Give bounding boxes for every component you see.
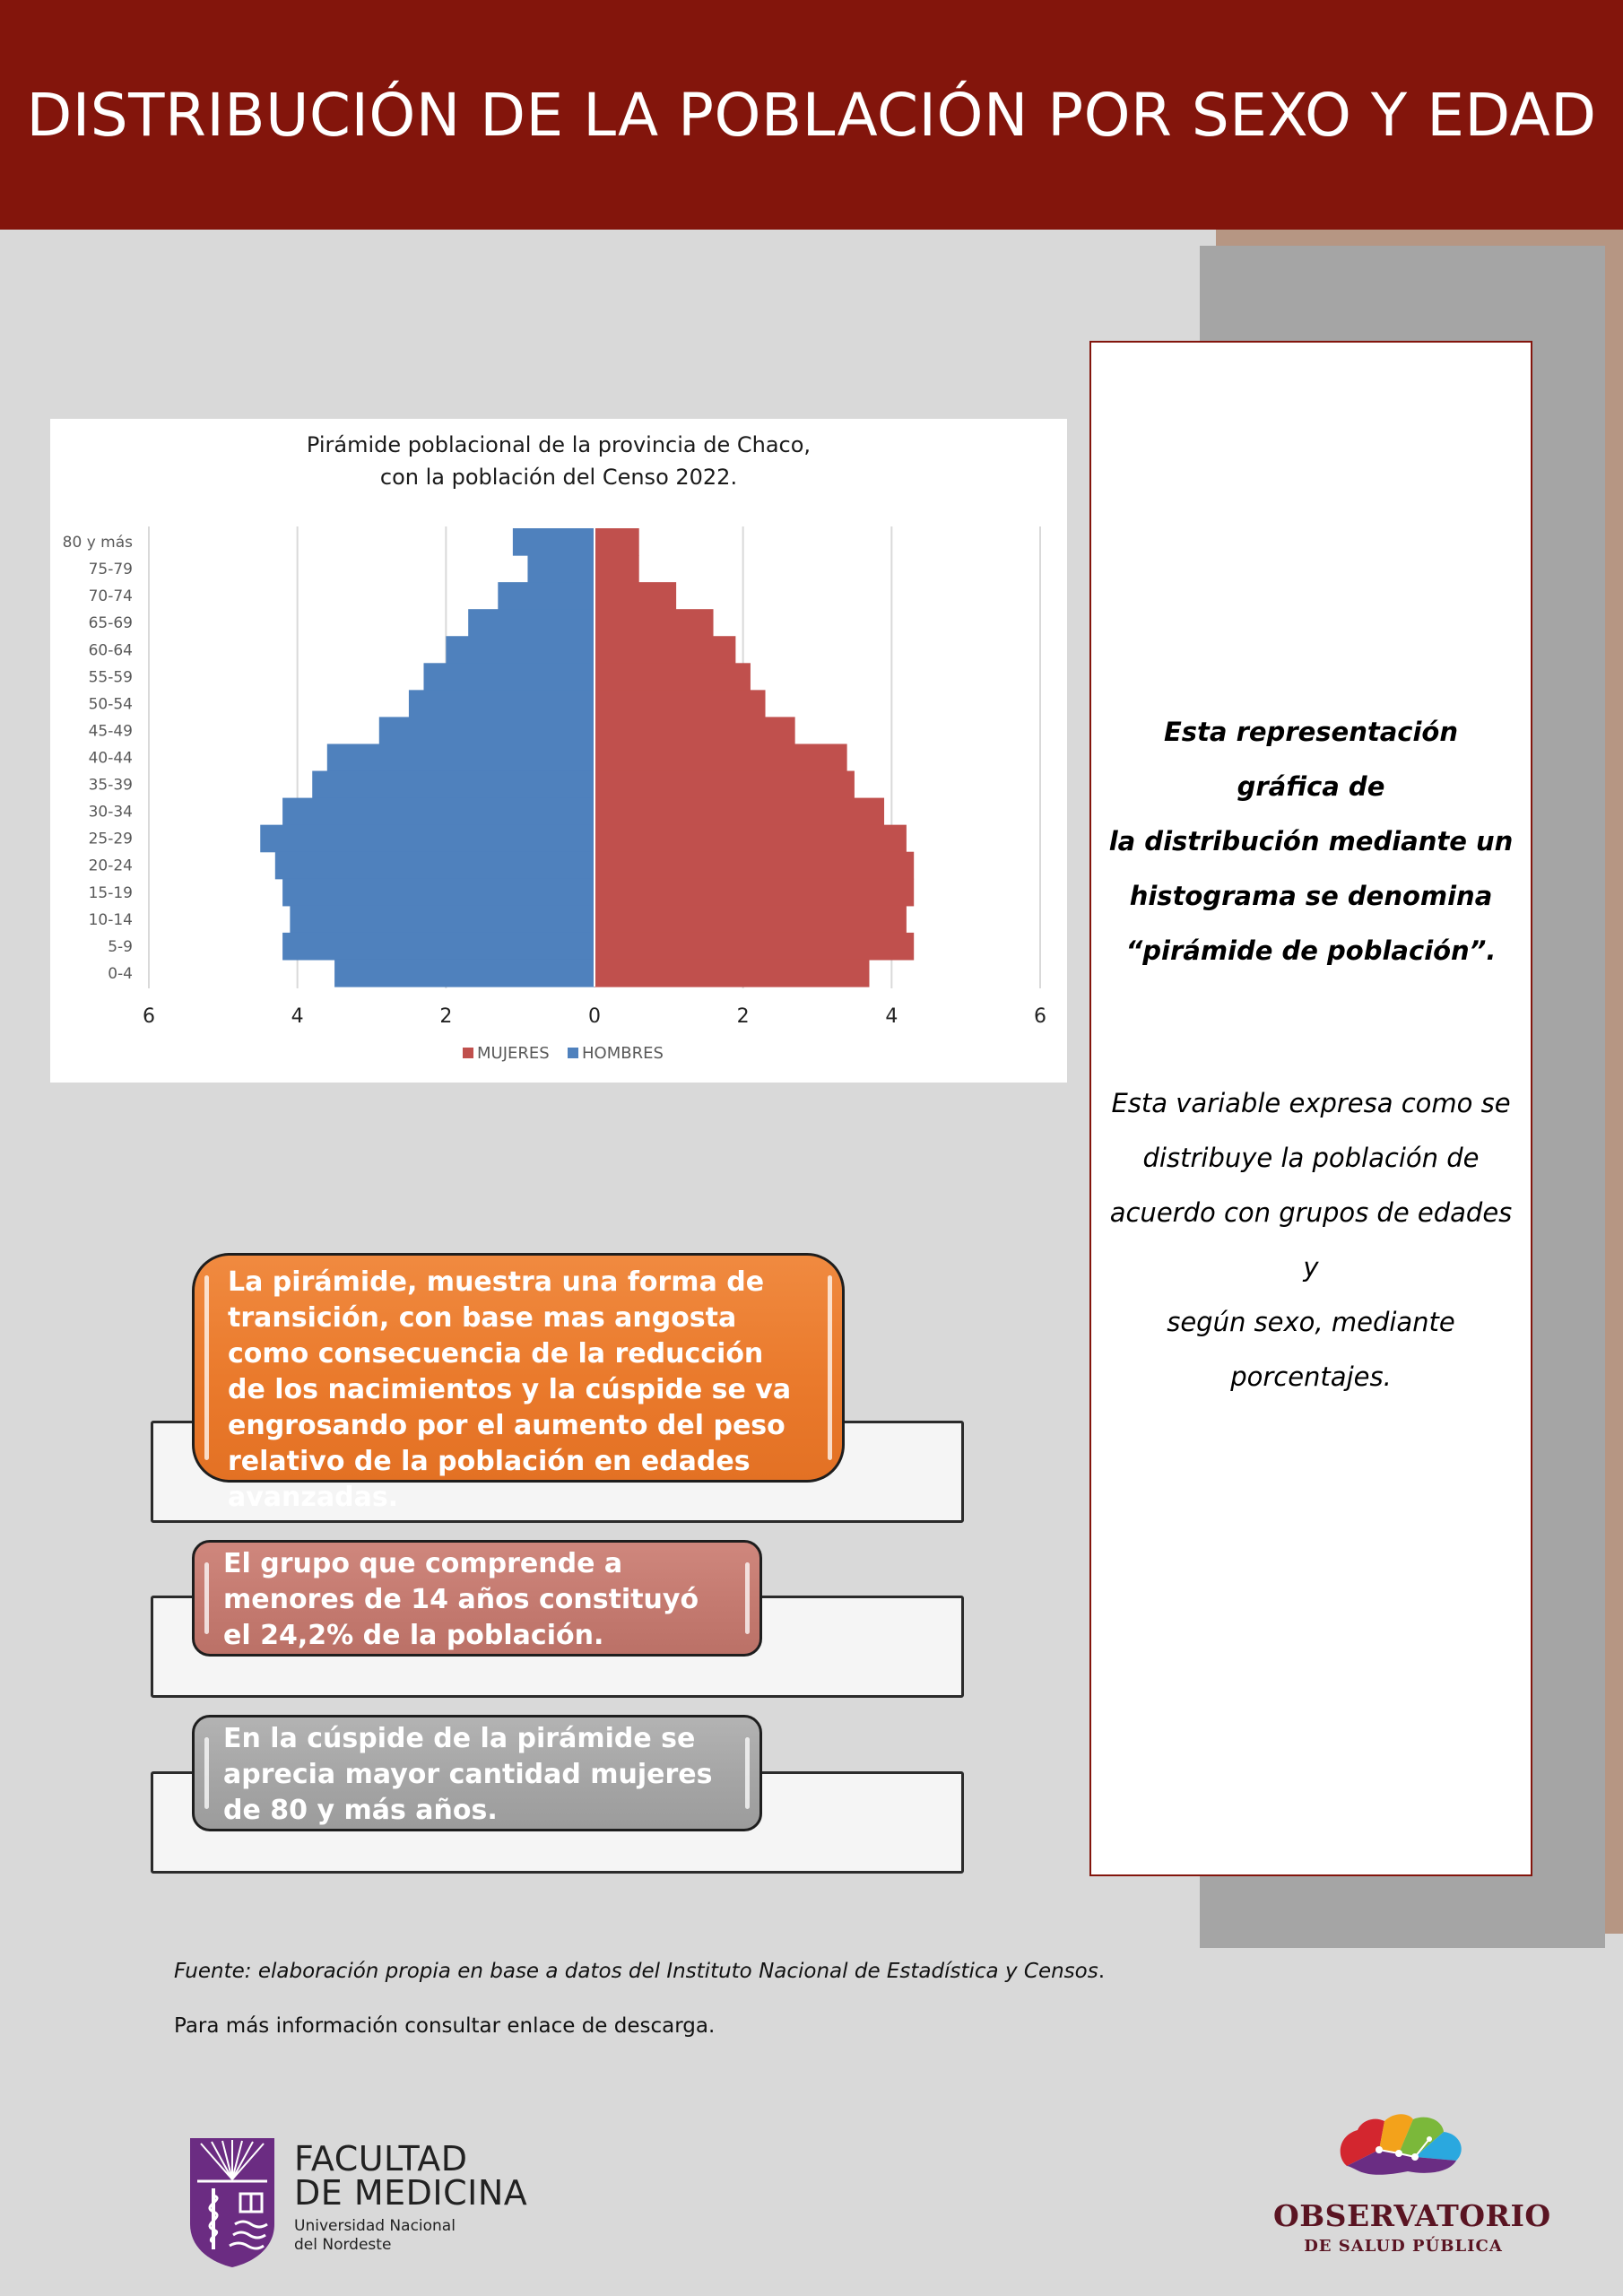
x-tick-label: 0	[588, 1005, 601, 1028]
facultad-medicina-logo	[188, 2135, 547, 2269]
mujeres-bar-4	[595, 636, 735, 664]
mujeres-bar-11	[595, 825, 907, 853]
age-group-label: 65-69	[88, 614, 133, 633]
side-definition-line: “pirámide de población”.	[1125, 935, 1497, 966]
hombres-bar-5	[423, 663, 595, 691]
hombres-bar-10	[282, 798, 595, 826]
population-pyramid-chart	[50, 419, 1067, 1083]
side-variable-line: según sexo, mediante	[1167, 1307, 1455, 1337]
age-group-label: 40-44	[88, 749, 133, 768]
mujeres-bar-9	[595, 771, 855, 799]
hombres-bar-8	[327, 744, 595, 771]
age-group-label: 15-19	[88, 883, 133, 902]
mujeres-bar-7	[595, 717, 795, 744]
facultad-subtitle-line: del Nordeste	[294, 2236, 392, 2254]
facultad-subtitle-line: Universidad Nacional	[294, 2217, 456, 2235]
age-group-label: 70-74	[88, 587, 133, 606]
pyramid-svg	[50, 419, 1067, 1083]
side-variable-line: distribuye la población de	[1142, 1143, 1480, 1173]
hombres-bar-3	[468, 609, 595, 637]
hombres-bar-0	[513, 528, 595, 556]
side-variable-line: Esta variable expresa como se	[1111, 1088, 1511, 1118]
x-tick-label: 6	[1034, 1005, 1046, 1028]
mujeres-bar-16	[595, 960, 869, 987]
info-box-text: El grupo que comprende a menores de 14 años constituyó el 24,2% de la población.	[223, 1548, 699, 1651]
hombres-bar-6	[409, 690, 595, 718]
side-variable-line: acuerdo con grupos de edades y	[1109, 1197, 1513, 1283]
observatorio-logo	[1273, 2103, 1551, 2274]
x-tick-label: 4	[291, 1005, 304, 1028]
hombres-bar-16	[334, 960, 595, 987]
hombres-bar-1	[527, 555, 595, 583]
info-box-top-80	[192, 1715, 762, 1831]
mujeres-bar-10	[595, 798, 884, 826]
age-group-label: 35-39	[88, 776, 133, 795]
page-title: DISTRIBUCIÓN DE LA POBLACIÓN POR SEXO Y EDAD	[26, 80, 1597, 150]
mujeres-bar-5	[595, 663, 751, 691]
facultad-title-line: DE MEDICINA	[294, 2173, 528, 2213]
side-definition-line: histograma se denomina	[1129, 881, 1493, 911]
mujeres-bar-8	[595, 744, 847, 771]
legend-label: HOMBRES	[582, 1044, 664, 1063]
age-group-label: 25-29	[88, 830, 133, 848]
side-definition-text	[1108, 705, 1514, 978]
age-group-label: 45-49	[88, 722, 133, 741]
observatorio-title: OBSERVATORIO	[1273, 2198, 1551, 2233]
age-group-label: 5-9	[108, 937, 133, 956]
info-box-transition	[192, 1253, 845, 1513]
hombres-bar-7	[379, 717, 595, 744]
header-banner	[0, 0, 1623, 230]
legend-swatch	[463, 1048, 473, 1058]
age-group-label: 50-54	[88, 695, 133, 714]
facultad-title-line: FACULTAD	[294, 2139, 468, 2179]
hombres-bar-12	[275, 852, 595, 880]
observatorio-subtitle: DE SALUD PÚBLICA	[1304, 2237, 1503, 2256]
info-box-text: En la cúspide de la pirámide se aprecia mayor cantidad mujeres de 80 y más años.	[223, 1723, 713, 1826]
mujeres-bar-6	[595, 690, 766, 718]
age-group-label: 60-64	[88, 641, 133, 660]
age-group-label: 20-24	[88, 857, 133, 875]
mujeres-bar-1	[595, 555, 639, 583]
facultad-shield-icon	[188, 2135, 278, 2269]
legend-swatch	[568, 1048, 578, 1058]
source-text: Fuente: elaboración propia en base a datos del Instituto Nacional de Estadística y Censos	[174, 1960, 1098, 1983]
hombres-bar-9	[312, 771, 595, 799]
mujeres-bar-12	[595, 852, 914, 880]
side-definition-line: Esta representación gráfica de	[1163, 717, 1458, 802]
hombres-bar-2	[498, 582, 595, 610]
legend-label: MUJERES	[477, 1044, 550, 1063]
hombres-bar-15	[282, 933, 595, 961]
age-group-label: 30-34	[88, 803, 133, 822]
side-definition-line: la distribución mediante un	[1108, 826, 1514, 857]
observatorio-brain-icon	[1273, 2103, 1533, 2193]
info-box-under-14	[192, 1540, 762, 1657]
mujeres-bar-2	[595, 582, 676, 610]
mujeres-bar-13	[595, 879, 914, 907]
mujeres-bar-0	[595, 528, 639, 556]
age-group-label: 80 y más	[62, 534, 133, 552]
hombres-bar-13	[282, 879, 595, 907]
age-group-label: 75-79	[88, 561, 133, 579]
x-tick-label: 4	[885, 1005, 898, 1028]
x-tick-label: 6	[143, 1005, 155, 1028]
hombres-bar-11	[260, 825, 595, 853]
x-tick-label: 2	[439, 1005, 453, 1028]
age-group-label: 0-4	[108, 964, 133, 983]
age-group-label: 10-14	[88, 910, 133, 929]
source-note	[174, 1960, 1105, 1983]
x-tick-label: 2	[736, 1005, 750, 1028]
mujeres-bar-14	[595, 906, 907, 934]
more-info-note: Para más información consultar enlace de descarga.	[174, 2014, 716, 2038]
side-variable-line: porcentajes.	[1230, 1361, 1392, 1392]
hombres-bar-4	[446, 636, 595, 664]
hombres-bar-14	[290, 906, 595, 934]
chart-title-line: con la población del Censo 2022.	[379, 465, 738, 490]
age-group-label: 55-59	[88, 668, 133, 687]
mujeres-bar-15	[595, 933, 914, 961]
info-box-text: La pirámide, muestra una forma de transición, con base mas angosta como consecuencia de la reducción de los nacimientos y la cúspide se va engrosando por el aumento del peso relativo de la población en edades avanzadas.	[228, 1266, 792, 1513]
mujeres-bar-3	[595, 609, 714, 637]
side-variable-text	[1108, 1076, 1514, 1405]
chart-title-line: Pirámide poblacional de la provincia de Chaco,	[306, 432, 812, 457]
source-period: .	[1098, 1960, 1106, 1983]
